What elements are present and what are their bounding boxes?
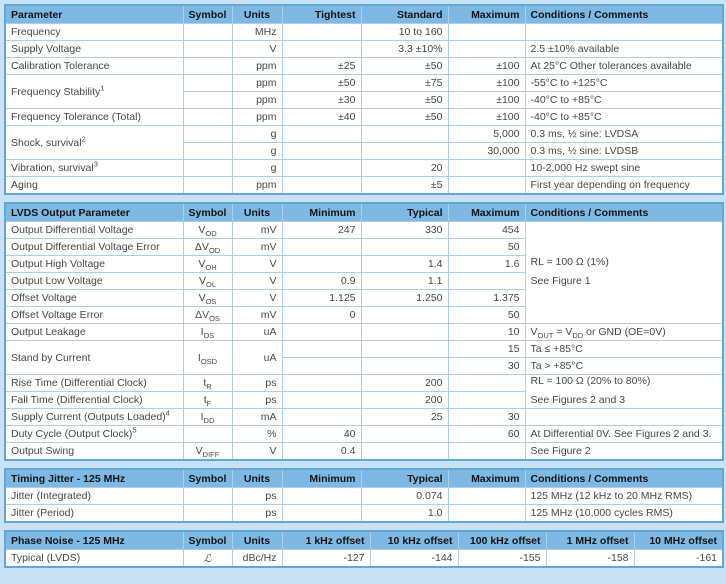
symbol-base: V [198,258,206,270]
table-row [5,109,723,126]
footnote-marker: 5 [132,425,137,435]
cell-maximum [448,505,525,523]
column-header-minimum: Minimum [282,203,361,222]
cell-conditions [525,409,723,426]
cell-standard: ±50 [361,109,448,126]
symbol-base: ΔV [194,241,209,253]
symbol-base: t [203,377,207,389]
cell-symbol [183,505,232,523]
column-header-maximum: Maximum [448,5,525,24]
header-row [5,203,723,222]
symbol-base: V [198,275,206,287]
cell-minimum: 1.125 [282,290,361,307]
column-header-parameter: Timing Jitter - 125 MHz [5,469,183,488]
cell-symbol [183,307,232,324]
cell-maximum [448,273,525,290]
column-header-typical: Typical [361,203,448,222]
cell-parameter: Output High Voltage [5,256,183,273]
cell-parameter: Output Differential Voltage [5,222,183,239]
cell-minimum: 0 [282,307,361,324]
cell-maximum: 50 [448,307,525,324]
cell-symbol [183,392,232,409]
cell-typical [361,307,448,324]
cell-symbol [183,426,232,443]
cell-maximum: ±100 [448,92,525,109]
cell-minimum [282,358,361,375]
cell-maximum [448,443,525,461]
header-row [5,5,723,24]
cell-minimum [282,341,361,358]
cell-standard: ±75 [361,75,448,92]
cell-maximum: 5,000 [448,126,525,143]
cell-maximum: 10 [448,324,525,341]
cell-10mhz-value: -161 [634,550,723,568]
cell-tightest [282,160,361,177]
cell-tightest: ±40 [282,109,361,126]
cell-maximum: 30 [448,358,525,375]
cell-units: g [232,160,282,177]
cell-parameter: Aging [5,177,183,195]
cell-parameter: Frequency Tolerance (Total) [5,109,183,126]
cell-units: dBc/Hz [232,550,282,568]
symbol-base: V [198,292,206,304]
column-header-typical: Typical [361,469,448,488]
cell-conditions: 10-2,000 Hz swept sine [525,160,723,177]
cell-tightest [282,177,361,195]
cell-symbol [183,290,232,307]
column-header-10khz-offset: 10 kHz offset [370,531,458,550]
cell-parameter: Output Low Voltage [5,273,183,290]
cell-typical: 1.4 [361,256,448,273]
cell-units: g [232,126,282,143]
lvds-output-table [4,202,724,461]
cell-units: g [232,143,282,160]
column-header-units: Units [232,469,282,488]
column-header-symbol: Symbol [183,531,232,550]
param-text: Vibration, survival [11,162,94,174]
column-header-100khz-offset: 100 kHz offset [458,531,546,550]
symbol-subscript: OH [205,263,217,273]
cell-symbol [183,126,232,143]
condition-text: = V [553,326,573,338]
cell-conditions: 0.3 ms, ½ sine: LVDSA [525,126,723,143]
cell-minimum [282,324,361,341]
cell-conditions [525,24,723,41]
cell-units: mV [232,222,282,239]
cell-maximum [448,375,525,392]
cell-standard [361,143,448,160]
cell-maximum: ±100 [448,109,525,126]
cell-tightest [282,143,361,160]
cell-parameter: Typical (LVDS) [5,550,183,568]
column-header-conditions: Conditions / Comments [525,5,723,24]
cell-minimum: 247 [282,222,361,239]
cell-maximum [448,41,525,58]
symbol-subscript: F [206,399,212,409]
cell-minimum: 0.4 [282,443,361,461]
cell-typical [361,341,448,358]
cell-units: V [232,41,282,58]
cell-typical [361,358,448,375]
cell-parameter: Output Differential Voltage Error [5,239,183,256]
cell-maximum: ±100 [448,58,525,75]
cell-units: V [232,290,282,307]
cell-maximum [448,177,525,195]
cell-symbol [183,239,232,256]
general-spec-table [4,4,724,195]
cell-standard [361,126,448,143]
cell-conditions: 125 MHz (12 kHz to 20 MHz RMS) [525,488,723,505]
symbol-subscript: OS [203,331,215,341]
symbol-subscript: OL [206,280,217,290]
table-row [5,177,723,195]
cell-maximum: 454 [448,222,525,239]
cell-symbol [183,273,232,290]
param-text: Frequency Stability [11,85,101,98]
column-header-units: Units [232,203,282,222]
cell-typical [361,324,448,341]
cell-standard: 10 to 160 [361,24,448,41]
column-header-symbol: Symbol [183,203,232,222]
cell-units: uA [232,341,282,375]
cell-units: ppm [232,92,282,109]
cell-parameter [5,426,183,443]
cell-symbol [183,75,232,92]
table-row [5,75,723,92]
cell-typical: 1.0 [361,505,448,523]
cell-symbol [183,341,232,375]
cell-units: ps [232,488,282,505]
cell-units: V [232,273,282,290]
cell-symbol [183,41,232,58]
cell-typical [361,239,448,256]
cell-parameter: Rise Time (Differential Clock) [5,375,183,392]
cell-maximum: 15 [448,341,525,358]
cell-symbol [183,109,232,126]
cell-conditions: 2.5 ±10% available [525,41,723,58]
cell-maximum [448,24,525,41]
condition-text: V [530,326,538,338]
symbol-base: t [203,394,207,406]
cell-minimum [282,392,361,409]
symbol-base: V [195,445,203,457]
cell-maximum: 30,000 [448,143,525,160]
cell-typical [361,443,448,461]
cell-maximum: 60 [448,426,525,443]
symbol-subscript: DD [203,416,215,426]
column-header-parameter: Phase Noise - 125 MHz [5,531,183,550]
cell-parameter: Stand by Current [5,341,183,375]
cell-conditions: First year depending on frequency [525,177,723,195]
script-l-symbol: ℒ [203,551,212,565]
cell-parameter: Offset Voltage [5,290,183,307]
cell-symbol [183,24,232,41]
column-header-symbol: Symbol [183,469,232,488]
table-row [5,375,723,392]
cell-tightest: ±50 [282,75,361,92]
cell-100khz-value: -155 [458,550,546,568]
cell-minimum [282,505,361,523]
cell-typical: 200 [361,392,448,409]
condition-subscript: DD [572,331,584,341]
cell-parameter: Output Swing [5,443,183,461]
cell-conditions: At Differential 0V. See Figures 2 and 3. [525,426,723,443]
cell-standard: 20 [361,160,448,177]
cell-units: uA [232,324,282,341]
cell-typical: 1.250 [361,290,448,307]
cell-conditions: At 25°C Other tolerances available [525,58,723,75]
cell-standard: ±50 [361,92,448,109]
table-row [5,58,723,75]
cell-symbol [183,58,232,75]
column-header-symbol: Symbol [183,5,232,24]
cell-symbol [183,92,232,109]
column-header-tightest: Tightest [282,5,361,24]
symbol-subscript: OD [205,229,217,239]
cell-1mhz-value: -158 [546,550,634,568]
cell-minimum [282,488,361,505]
footnote-marker: 4 [165,408,170,418]
cell-standard: ±5 [361,177,448,195]
cell-tightest [282,126,361,143]
cell-typical: 1.1 [361,273,448,290]
timing-jitter-table [4,468,724,523]
cell-units: MHz [232,24,282,41]
footnote-marker: 3 [93,159,98,169]
cell-conditions: 125 MHz (10,000 cycles RMS) [525,505,723,523]
condition-line: See Figure 1 [530,275,591,287]
condition-subscript: OUT [537,331,554,341]
column-header-units: Units [232,531,282,550]
cell-units: ps [232,375,282,392]
table-row [5,41,723,58]
table-row [5,24,723,41]
cell-symbol [183,375,232,392]
cell-parameter [5,75,183,109]
cell-conditions: -40°C to +85°C [525,109,723,126]
column-header-conditions: Conditions / Comments [525,469,723,488]
cell-units: ppm [232,177,282,195]
footnote-marker: 2 [81,134,86,143]
cell-minimum [282,256,361,273]
table-row [5,160,723,177]
cell-parameter: Frequency [5,24,183,41]
cell-symbol [183,222,232,239]
cell-minimum: 40 [282,426,361,443]
column-header-conditions: Conditions / Comments [525,203,723,222]
cell-symbol [183,488,232,505]
table-row [5,409,723,426]
cell-parameter [5,409,183,426]
cell-maximum: 30 [448,409,525,426]
cell-maximum [448,488,525,505]
column-header-parameter: LVDS Output Parameter [5,203,183,222]
cell-maximum: 50 [448,239,525,256]
cell-parameter [5,160,183,177]
column-header-standard: Standard [361,5,448,24]
cell-parameter: Fall Time (Differential Clock) [5,392,183,409]
cell-parameter: Calibration Tolerance [5,58,183,75]
cell-units: ps [232,392,282,409]
cell-minimum [282,239,361,256]
cell-units: ppm [232,75,282,92]
table-row [5,324,723,341]
column-header-1khz-offset: 1 kHz offset [282,531,370,550]
cell-parameter: Supply Voltage [5,41,183,58]
cell-conditions: 0.3 ms, ½ sine: LVDSB [525,143,723,160]
column-header-parameter: Parameter [5,5,183,24]
cell-conditions [525,324,723,341]
table-row [5,341,723,358]
cell-parameter: Offset Voltage Error [5,307,183,324]
cell-symbol [183,550,232,568]
table-row [5,443,723,461]
cell-conditions-merged [525,375,723,409]
cell-units: ppm [232,58,282,75]
column-header-maximum: Maximum [448,203,525,222]
cell-1khz-value: -127 [282,550,370,568]
cell-units: mA [232,409,282,426]
cell-typical: 0.074 [361,488,448,505]
cell-units: V [232,443,282,461]
table-row [5,126,723,143]
cell-symbol [183,443,232,461]
table-row [5,222,723,239]
cell-typical: 200 [361,375,448,392]
condition-line: See Figures 2 and 3 [530,394,626,406]
cell-conditions: -40°C to +85°C [525,92,723,109]
header-row [5,531,723,550]
cell-conditions: -55°C to +125°C [525,75,723,92]
cell-tightest [282,41,361,58]
symbol-subscript: R [206,382,212,392]
footnote-marker: 1 [100,83,105,92]
column-header-units: Units [232,5,282,24]
symbol-subscript: OSD [200,356,218,366]
param-text: Supply Current (Outputs Loaded) [11,411,166,423]
cell-maximum: ±100 [448,75,525,92]
cell-maximum: 1.375 [448,290,525,307]
condition-line: RL = 100 Ω (20% to 80%) [530,375,651,388]
cell-symbol [183,324,232,341]
cell-units: mV [232,239,282,256]
symbol-base: I [197,351,201,364]
cell-symbol [183,143,232,160]
cell-symbol [183,256,232,273]
cell-maximum [448,392,525,409]
symbol-subscript: OS [205,297,217,307]
cell-units: ps [232,505,282,523]
cell-units: ppm [232,109,282,126]
cell-conditions-merged [525,222,723,324]
cell-conditions: Ta > +85°C [525,358,723,375]
cell-minimum: 0.9 [282,273,361,290]
column-header-maximum: Maximum [448,469,525,488]
table-row [5,550,723,568]
cell-conditions: See Figure 2 [525,443,723,461]
cell-typical: 330 [361,222,448,239]
condition-text: or GND (OE=0V) [583,326,666,338]
cell-standard: ±50 [361,58,448,75]
column-header-10mhz-offset: 10 MHz offset [634,531,723,550]
cell-units: V [232,256,282,273]
column-header-minimum: Minimum [282,469,361,488]
cell-parameter: Jitter (Integrated) [5,488,183,505]
cell-parameter: Jitter (Period) [5,505,183,523]
symbol-base: I [200,326,204,338]
symbol-base: V [198,224,206,236]
header-row [5,469,723,488]
symbol-subscript: OD [208,246,221,256]
cell-tightest: ±30 [282,92,361,109]
cell-maximum [448,160,525,177]
cell-tightest [282,24,361,41]
condition-line: RL = 100 Ω (1%) [530,256,609,269]
symbol-base: I [200,411,204,423]
symbol-subscript: OS [209,314,220,324]
cell-units: % [232,426,282,443]
table-row [5,488,723,505]
param-text: Duty Cycle (Output Clock) [11,428,133,440]
cell-tightest: ±25 [282,58,361,75]
cell-conditions: Ta ≤ +85°C [525,341,723,358]
symbol-base: ΔV [195,309,210,321]
cell-maximum: 1.6 [448,256,525,273]
cell-parameter [5,126,183,160]
cell-minimum [282,409,361,426]
cell-typical: 25 [361,409,448,426]
cell-minimum [282,375,361,392]
cell-parameter: Output Leakage [5,324,183,341]
cell-units: mV [232,307,282,324]
cell-symbol [183,177,232,195]
table-row [5,426,723,443]
column-header-1mhz-offset: 1 MHz offset [546,531,634,550]
cell-typical [361,426,448,443]
cell-symbol [183,160,232,177]
table-row [5,505,723,523]
cell-symbol [183,409,232,426]
cell-standard: 3.3 ±10% [361,41,448,58]
param-text: Shock, survival [11,136,82,149]
cell-10khz-value: -144 [370,550,458,568]
symbol-subscript: DIFF [202,450,220,460]
phase-noise-table [4,530,724,568]
